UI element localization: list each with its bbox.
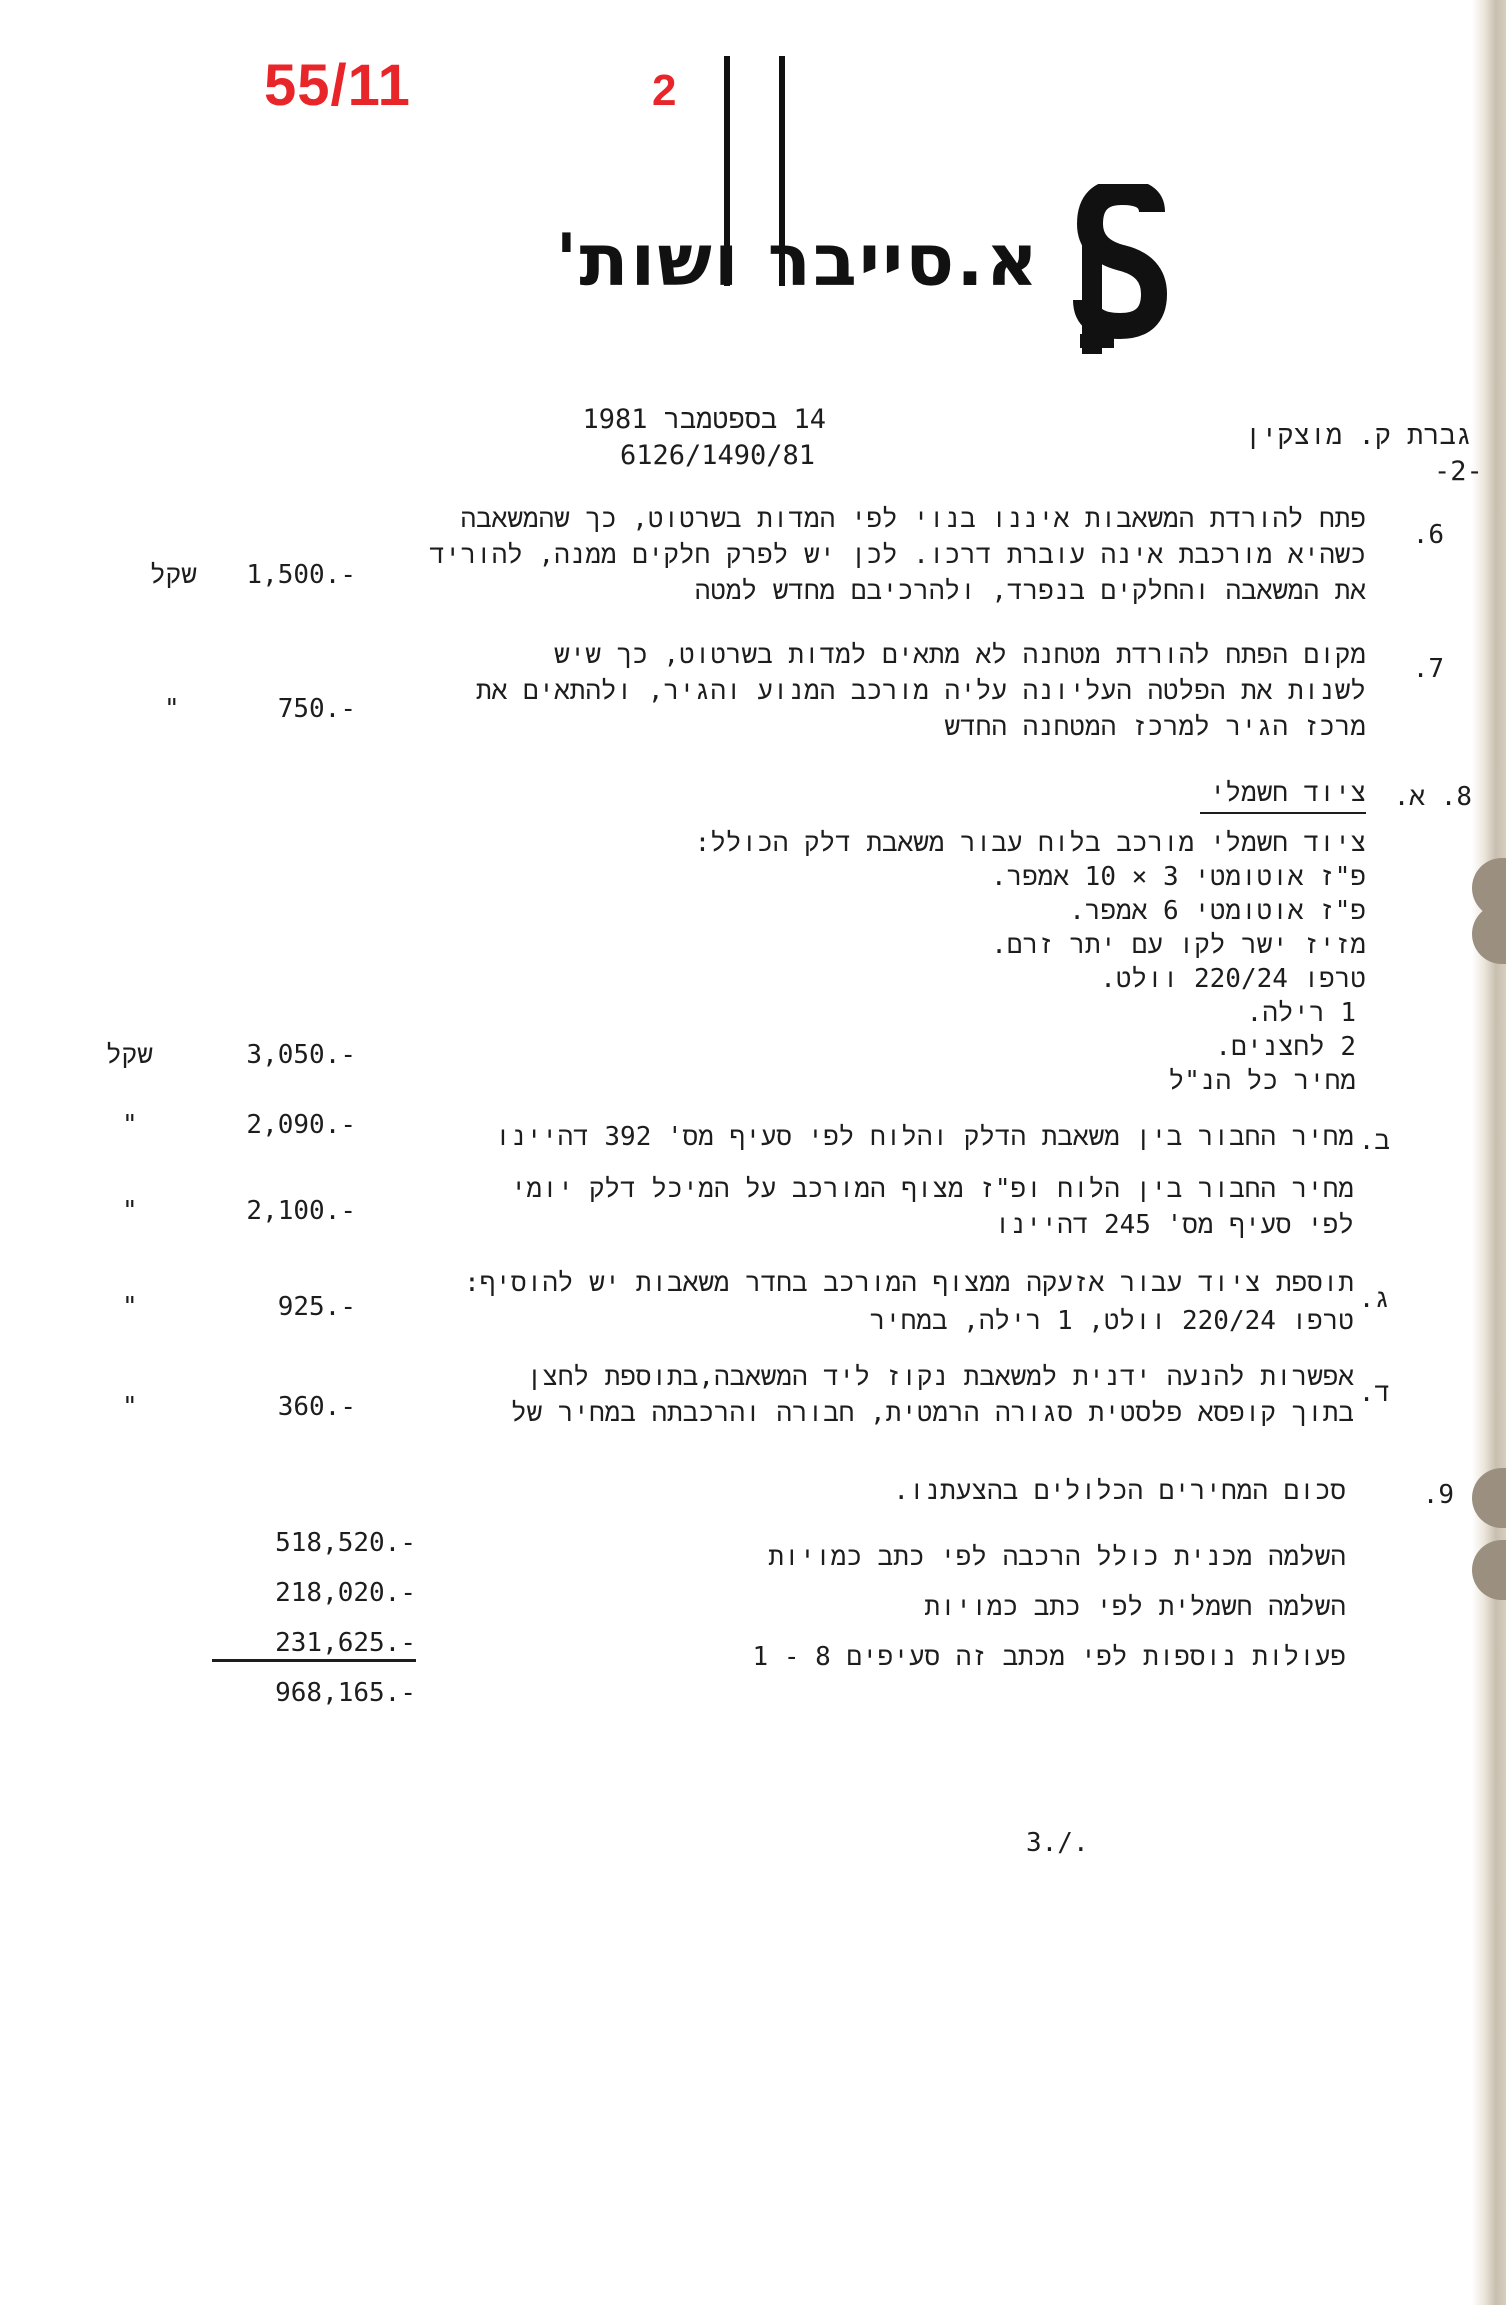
item-currency: ": [122, 1292, 138, 1322]
item-line: מחיר החבור בין משאבת הדלק והלוח לפי סעיף מס' 392 דהיינו: [495, 1122, 1354, 1152]
item-line: מחיר החבור בין הלוח ופ"ז מצוף המורכב על המיכל דלק יומי: [510, 1174, 1354, 1204]
item-number: 6.: [1412, 520, 1444, 550]
item-amount: 750.-: [277, 694, 356, 724]
item-line: פ"ז אוטומטי 3 × 10 אמפר.: [990, 862, 1366, 892]
item-line: 2 לחצנים.: [1215, 1032, 1356, 1062]
archive-ref-number: 55/11: [264, 53, 411, 118]
recipient-name: גברת ק. מוצקין: [1245, 420, 1472, 451]
item-amount: 3,050.-: [246, 1040, 356, 1070]
item-amount: 925.-: [277, 1292, 356, 1322]
item-line: מקום הפתח להורדת מטחנה לא מתאים למדות בשרטוט, כך שיש: [554, 640, 1366, 670]
item-amount: 2,090.-: [246, 1110, 356, 1140]
letter-date: 14 בספטמבר 1981: [582, 404, 826, 435]
item-amount: 1,500.-: [246, 560, 356, 590]
continuation-mark: 3./.: [1026, 1828, 1089, 1858]
summary-label: פעולות נוספות לפי מכתב זה סעיפים 8 - 1: [752, 1642, 1346, 1672]
item-line: פתח להורדת המשאבות איננו בנוי לפי המדות בשרטוט, כך שהמשאבה: [460, 504, 1366, 534]
item-currency: שקל: [106, 1040, 153, 1070]
item-line: תוספת ציוד עבור אזעקה ממצוף המורכב בחדר משאבות יש להוסיף:: [464, 1268, 1354, 1298]
item-line: מזיז ישר לקו עם יתר זרם.: [991, 930, 1366, 960]
item-line: לשנות את הפלטה העליונה עליה מורכב המנוע והגיר, ולהתאים את: [476, 676, 1366, 706]
item-currency: שקל: [150, 560, 197, 590]
item-line: מחיר כל הנ"ל: [1168, 1066, 1356, 1096]
item-line: לפי סעיף מס' 245 דהיינו: [994, 1210, 1354, 1240]
item-line: 1 רילה.: [1246, 998, 1356, 1028]
item-line: ציוד חשמלי מורכב בלוח עבור משאבת דלק הכולל:: [694, 828, 1366, 858]
item-currency: ": [122, 1196, 138, 1226]
item-amount: 2,100.-: [246, 1196, 356, 1226]
item-line: את המשאבה והחלקים בנפרד, ולהרכיבם מחדש למטה: [694, 576, 1366, 606]
item-number: 9.: [1422, 1480, 1454, 1510]
total-rule: [212, 1659, 416, 1662]
summary-amount: 231,625.-: [275, 1628, 416, 1658]
company-name: א.סייבר ושות': [555, 218, 1040, 302]
page-marker: 2: [652, 66, 677, 115]
summary-label: השלמה חשמלית לפי כתב כמויות: [924, 1592, 1346, 1622]
item-number: ב.: [1358, 1126, 1390, 1156]
heading-underline: [1200, 812, 1366, 814]
item-line: טרפו 220/24 וולט.: [1100, 964, 1366, 994]
item-line: טרפו 220/24 וולט, 1 רילה, במחיר: [869, 1306, 1354, 1336]
item-number: 8. א.: [1393, 782, 1472, 812]
item-currency: ": [122, 1392, 138, 1422]
item-number: ד.: [1358, 1378, 1390, 1408]
item-amount: 360.-: [277, 1392, 356, 1422]
item-line: פ"ז אוטומטי 6 אמפר.: [1069, 896, 1366, 926]
item-number: ג.: [1358, 1284, 1390, 1314]
item-currency: ": [122, 1110, 138, 1140]
item-line: בתוך קופסא פלסטית סגורה הרמטית, חבורה והרכבתה במחיר של: [511, 1398, 1354, 1428]
letter-reference: 6126/1490/81: [620, 440, 816, 471]
page-indicator: -2-: [1434, 456, 1483, 487]
company-logo-icon: [1072, 184, 1172, 354]
item-line: כשהיא מורכבת אינה עוברת דרכו. לכן יש לפרק חלקים ממנה, להוריד: [429, 540, 1366, 570]
summary-label: השלמה מכנית כולל הרכבה לפי כתב כמויות: [768, 1542, 1346, 1572]
item-currency: ": [164, 694, 180, 724]
page-edge-shadow: [1472, 0, 1506, 2305]
item-line: אפשרות להנעה ידנית למשאבת נקוז ליד המשאבה,בתוספת לחצן: [526, 1362, 1354, 1392]
summary-amount: 218,020.-: [275, 1578, 416, 1608]
item-line: סכום המחירים הכלולים בהצעתנו.: [893, 1476, 1346, 1506]
total-amount: 968,165.-: [275, 1678, 416, 1708]
item-number: 7.: [1412, 654, 1444, 684]
summary-amount: 518,520.-: [275, 1528, 416, 1558]
item-line: מרכז הגיר למרכז המטחנה החדש: [944, 712, 1366, 742]
section-heading: ציוד חשמלי: [1209, 778, 1366, 808]
